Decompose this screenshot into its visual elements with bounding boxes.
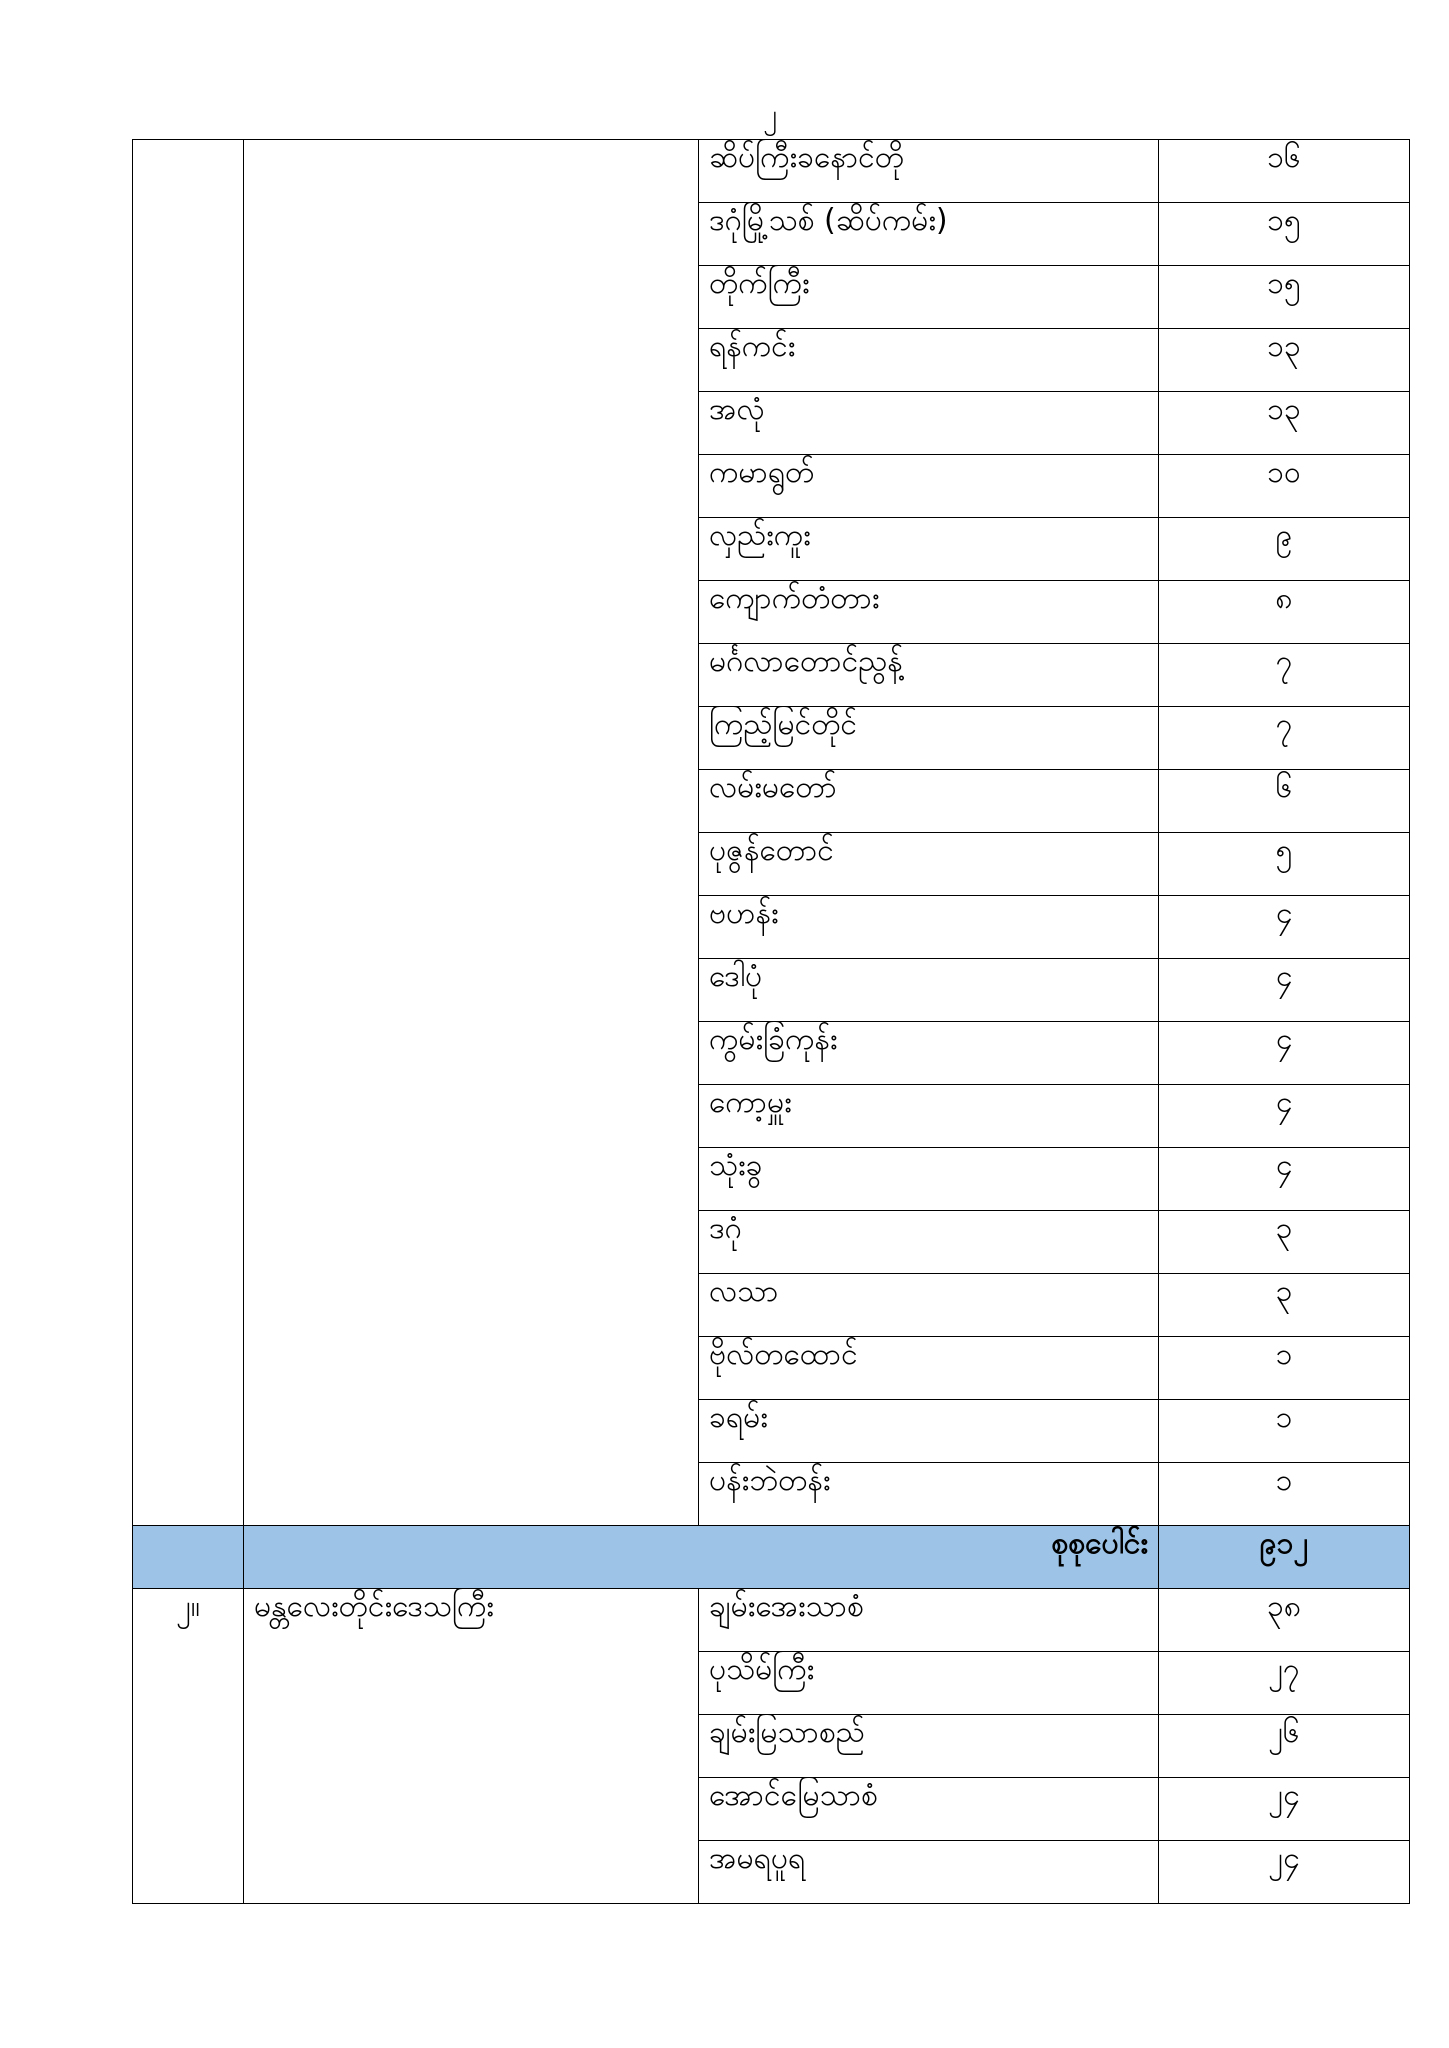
count-cell: ၄ bbox=[1159, 896, 1410, 959]
township-name-cell: ပန်းဘဲတန်း bbox=[699, 1463, 1159, 1526]
table-row bbox=[133, 140, 1410, 203]
region-cell bbox=[244, 140, 699, 1526]
count-cell: ၂၄ bbox=[1159, 1841, 1410, 1904]
count-cell: ၄ bbox=[1159, 1022, 1410, 1085]
total-empty-cell bbox=[133, 1526, 244, 1589]
table-body bbox=[133, 140, 1410, 1904]
township-name-cell: ခရမ်း bbox=[699, 1400, 1159, 1463]
count-cell: ၃ bbox=[1159, 1211, 1410, 1274]
township-name-cell: ဆိပ်ကြီးခနောင်တို bbox=[699, 140, 1159, 203]
township-name-cell: ကော့မှူး bbox=[699, 1085, 1159, 1148]
township-name-cell: ချမ်းမြသာစည် bbox=[699, 1715, 1159, 1778]
count-cell: ၁၅ bbox=[1159, 266, 1410, 329]
township-name-cell: ချမ်းအေးသာစံ bbox=[699, 1589, 1159, 1652]
township-name-cell: ကွမ်းခြံကုန်း bbox=[699, 1022, 1159, 1085]
township-name-cell: ပုသိမ်ကြီး bbox=[699, 1652, 1159, 1715]
total-value-cell: ၉၁၂ bbox=[1159, 1526, 1410, 1589]
township-name-cell: ဗဟန်း bbox=[699, 896, 1159, 959]
count-cell: ၂၇ bbox=[1159, 1652, 1410, 1715]
township-name-cell: အလုံ bbox=[699, 392, 1159, 455]
township-name-cell: မင်္ဂလာတောင်ညွန့် bbox=[699, 644, 1159, 707]
page-number: ၂ bbox=[763, 98, 777, 131]
row-number-cell bbox=[133, 140, 244, 1526]
count-cell: ၄ bbox=[1159, 1085, 1410, 1148]
township-name-cell: လမ်းမတော် bbox=[699, 770, 1159, 833]
township-name-cell: ပုဇွန်တောင် bbox=[699, 833, 1159, 896]
total-label-cell: စုစုပေါင်း bbox=[244, 1526, 1159, 1589]
total-row bbox=[133, 1526, 1410, 1589]
count-cell: ၁ bbox=[1159, 1463, 1410, 1526]
township-name-cell: အောင်မြေသာစံ bbox=[699, 1778, 1159, 1841]
count-cell: ၈ bbox=[1159, 581, 1410, 644]
township-name-cell: ဗိုလ်တထောင် bbox=[699, 1337, 1159, 1400]
count-cell: ၁ bbox=[1159, 1337, 1410, 1400]
township-name-cell: အမရပူရ bbox=[699, 1841, 1159, 1904]
township-name-cell: ရန်ကင်း bbox=[699, 329, 1159, 392]
count-cell: ၇ bbox=[1159, 644, 1410, 707]
township-name-cell: ဒဂုံမြို့သစ် (ဆိပ်ကမ်း) bbox=[699, 203, 1159, 266]
count-cell: ၁၀ bbox=[1159, 455, 1410, 518]
count-cell: ၄ bbox=[1159, 959, 1410, 1022]
township-name-cell: ကျောက်တံတား bbox=[699, 581, 1159, 644]
count-cell: ၉ bbox=[1159, 518, 1410, 581]
count-cell: ၁ bbox=[1159, 1400, 1410, 1463]
count-cell: ၁၃ bbox=[1159, 329, 1410, 392]
township-name-cell: ဒေါပုံ bbox=[699, 959, 1159, 1022]
count-cell: ၁၅ bbox=[1159, 203, 1410, 266]
count-cell: ၁၃ bbox=[1159, 392, 1410, 455]
count-cell: ၇ bbox=[1159, 707, 1410, 770]
township-name-cell: ကမာရွတ် bbox=[699, 455, 1159, 518]
township-name-cell: တိုက်ကြီး bbox=[699, 266, 1159, 329]
region-cell: မန္တလေးတိုင်းဒေသကြီး bbox=[244, 1589, 699, 1904]
count-cell: ၄ bbox=[1159, 1148, 1410, 1211]
township-name-cell: ဒဂုံ bbox=[699, 1211, 1159, 1274]
count-cell: ၃၈ bbox=[1159, 1589, 1410, 1652]
count-cell: ၆ bbox=[1159, 770, 1410, 833]
township-name-cell: လှည်းကူး bbox=[699, 518, 1159, 581]
township-name-cell: သုံးခွ bbox=[699, 1148, 1159, 1211]
count-cell: ၃ bbox=[1159, 1274, 1410, 1337]
township-count-table bbox=[132, 139, 1410, 1904]
count-cell: ၅ bbox=[1159, 833, 1410, 896]
count-cell: ၂၄ bbox=[1159, 1778, 1410, 1841]
table-row bbox=[133, 1589, 1410, 1652]
row-number-cell: ၂။ bbox=[133, 1589, 244, 1904]
count-cell: ၁၆ bbox=[1159, 140, 1410, 203]
count-cell: ၂၆ bbox=[1159, 1715, 1410, 1778]
township-name-cell: လသာ bbox=[699, 1274, 1159, 1337]
township-name-cell: ကြည့်မြင်တိုင် bbox=[699, 707, 1159, 770]
